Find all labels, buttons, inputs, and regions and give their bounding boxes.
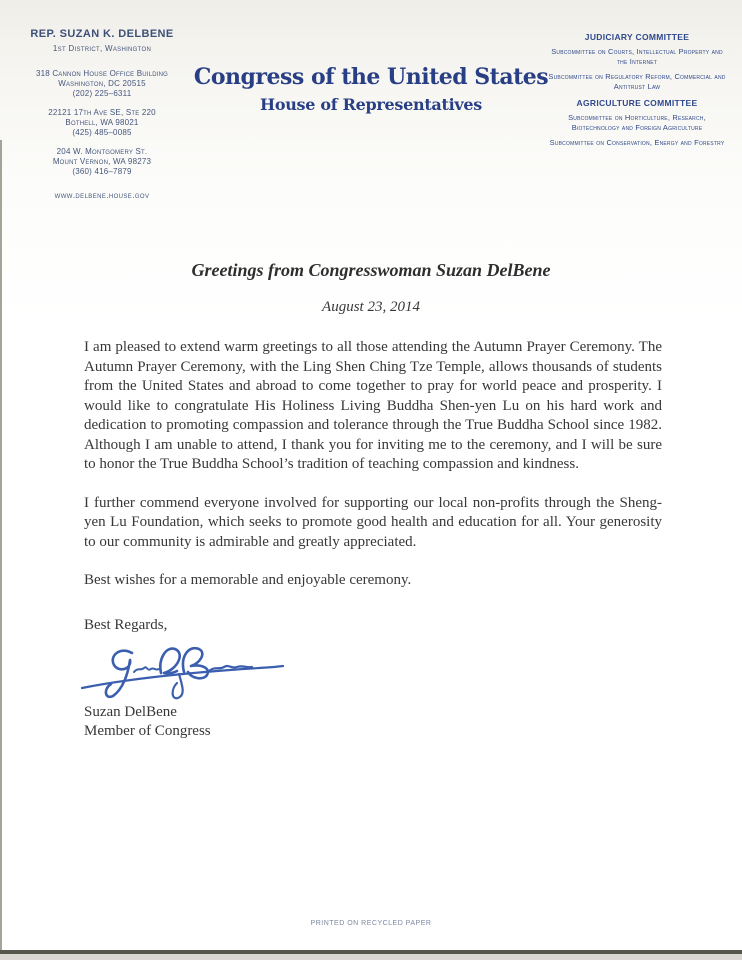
signature-title: Member of Congress bbox=[84, 723, 211, 739]
masthead-line2: House of Representatives bbox=[260, 95, 482, 114]
subcommittee: Subcommittee on Courts, Intellectual Property and the Internet bbox=[551, 47, 723, 66]
office-address-bothell bbox=[18, 108, 186, 138]
letter-heading: Greetings from Congresswoman Suzan DelBene bbox=[191, 260, 551, 280]
office-line: 318 Cannon House Office Building bbox=[35, 69, 169, 78]
signature-name: Suzan DelBene bbox=[84, 704, 177, 720]
subcommittee: Subcommittee on Horticulture, Research, Biotechnology and Foreign Agriculture bbox=[568, 113, 706, 132]
office-line: (360) 416–7879 bbox=[72, 167, 132, 176]
scan-edge-bottom-light bbox=[0, 954, 742, 960]
office-line: Washington, DC 20515 bbox=[58, 79, 146, 88]
rep-name: REP. SUZAN K. DELBENE bbox=[30, 28, 174, 40]
office-address-mount-vernon bbox=[18, 147, 186, 177]
signature-image bbox=[80, 641, 308, 703]
paragraph: I am pleased to extend warm greetings to all those attending the Autumn Prayer Ceremony. The Autumn Prayer Ceremony, with the Ling Shen Ching Tze Temple, allows thousands of students from the United States and abroad to come together to pray for world peace and prosperity. I would like to congratulate His Holiness Living Buddha Shen-yen Lu on his hard work and dedication to promoting compassion and tolerance through the True Buddha School since 1982. Although I am unable to attend, I thank you for inviting me to the ceremony, and I will be sure to honor the True Buddha School’s tradition of teaching compassion and kindness. bbox=[84, 339, 662, 472]
office-line: Mount Vernon, WA 98273 bbox=[52, 157, 152, 166]
paragraph: Best wishes for a memorable and enjoyable ceremony. bbox=[84, 572, 412, 588]
subcommittee: Subcommittee on Regulatory Reform, Commercial and Antitrust Law bbox=[548, 72, 726, 91]
masthead-line1: Congress of the United States bbox=[193, 64, 549, 90]
office-line: 204 W. Montgomery St. bbox=[56, 147, 148, 156]
office-line: Bothell, WA 98021 bbox=[65, 118, 139, 127]
recycled-paper-note: PRINTED ON RECYCLED PAPER bbox=[310, 920, 432, 927]
office-line: (425) 485–0085 bbox=[72, 128, 132, 137]
office-address-dc bbox=[18, 69, 186, 99]
committee-name: AGRICULTURE COMMITTEE bbox=[576, 98, 698, 108]
paragraph: I further commend everyone involved for supporting our local non-profits through the Sheng-yen Lu Foundation, which seeks to promote good health and education for all. Your generosity to our community is admirable and greatly appreciated. bbox=[84, 494, 662, 550]
letter-body bbox=[84, 338, 662, 741]
committee-agriculture bbox=[546, 98, 728, 148]
masthead bbox=[186, 64, 556, 115]
office-line: 22121 17th Ave SE, Ste 220 bbox=[48, 108, 156, 117]
committees-block bbox=[546, 32, 728, 155]
rep-website: www.delbene.house.gov bbox=[54, 191, 150, 200]
committee-judiciary bbox=[546, 32, 728, 91]
rep-contact-block bbox=[18, 28, 186, 200]
subcommittee: Subcommittee on Conservation, Energy and Forestry bbox=[549, 138, 725, 147]
office-line: (202) 225–6311 bbox=[72, 89, 132, 98]
letter-date: August 23, 2014 bbox=[322, 299, 420, 315]
rep-district: 1st District, Washington bbox=[52, 44, 152, 53]
closing-salutation: Best Regards, bbox=[84, 616, 168, 633]
committee-name: JUDICIARY COMMITTEE bbox=[584, 32, 690, 42]
